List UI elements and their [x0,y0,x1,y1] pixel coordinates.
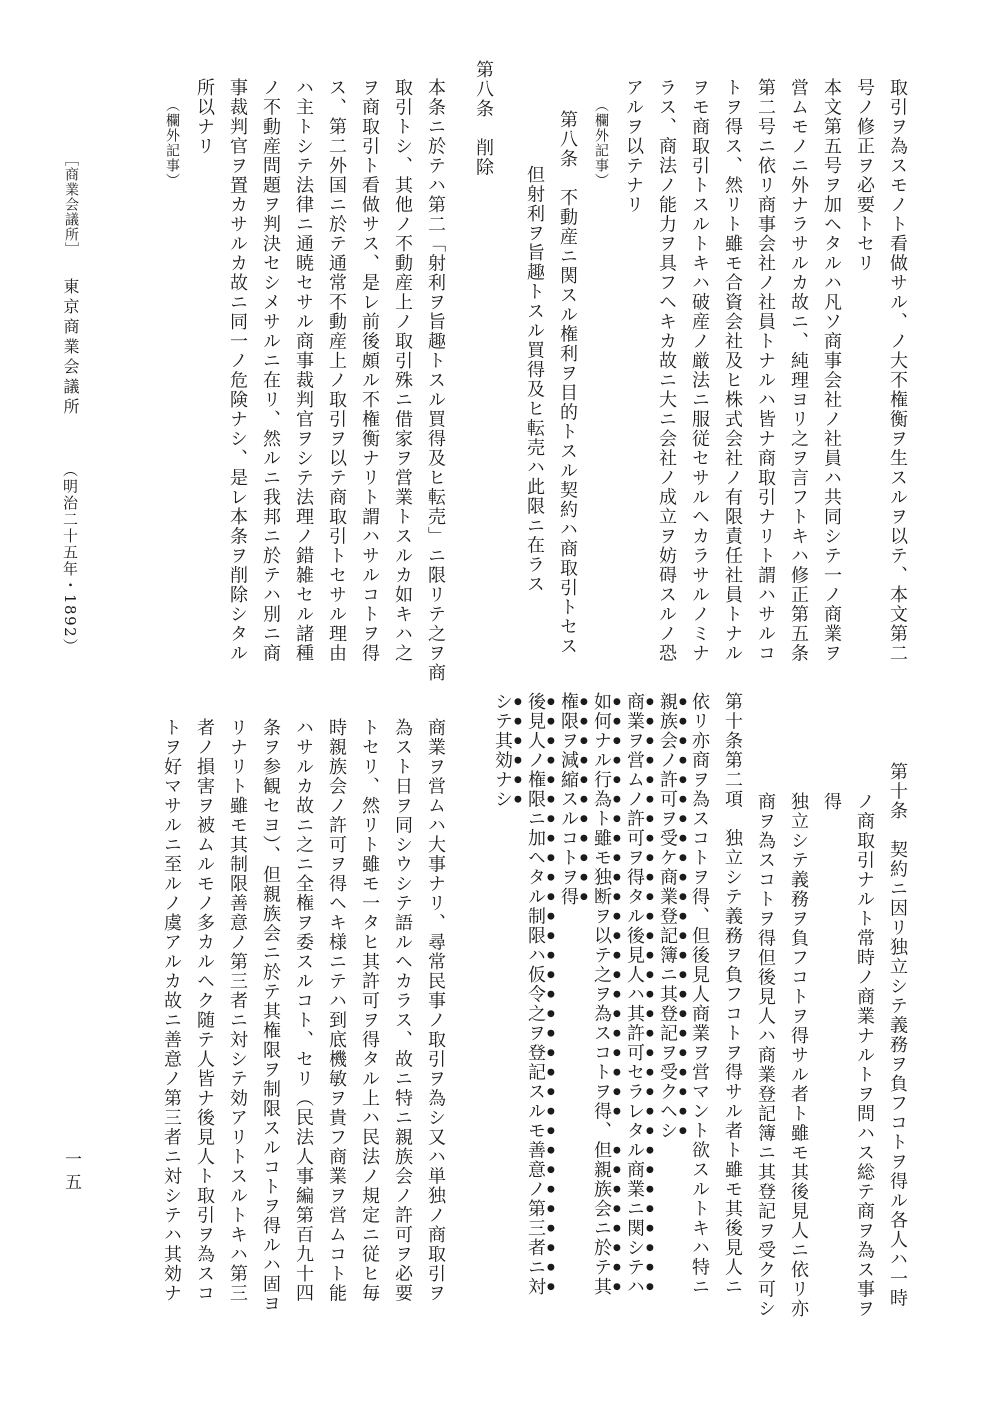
text-column: 後見人ノ権限ニ加ヘタル制限ハ仮令之ヲ登記スルモ善意ノ第三者ニ対 [525,692,546,1297]
text-column: 商業ヲ営ムノ許可ヲ得タル後見人ハ其許可セラレタル商業ニ関シテハ [624,692,645,1297]
publisher-name: 東京商業会議所 [61,278,80,418]
article-heading: 第八条 不動産ニ関スル権利ヲ目的トスル契約ハ商取引トセス [557,110,578,656]
article-heading: 第八条 削除 [473,60,494,177]
text-column: 独立シテ義務ヲ負フコトヲ得サル者ト雖モ其後見人ニ依リ亦 [788,792,809,1319]
text-column: 第二号ニ依リ商事会社ノ社員トナルハ皆ナ商取引ナリト謂ハサルコ [755,78,776,663]
text-column: ノ不動産問題ヲ判決セシメサルニ在リ、然ルニ我邦ニ於テハ別ニ商 [260,78,281,663]
text-column: 者ノ損害ヲ被ムルモノ多カルヘク随テ人皆ナ後見人ト取引ヲ為スコ [194,718,215,1303]
text-column: 本条ニ於テハ第二「射利ヲ旨趣トスル買得及ヒ転売」ニ限リテ之ヲ商 [425,78,446,683]
article-heading: 第十条 契約ニ因リ独立シテ義務ヲ負フコトヲ得ル各人ハ一時 [887,762,908,1308]
text-column: トヲ好マサルニ至ルノ虞アルカ故ニ善意ノ第三者ニ対シテハ其効ナ [161,718,182,1303]
text-column: トセリ、然リト雖モ一タヒ其許可ヲ得タル上ハ民法ノ規定ニ従ヒ毎 [359,718,380,1303]
text-column: ハサルカ故ニ之ニ全権ヲ委スルコト、セリ（民法人事編第百九十四 [293,718,314,1303]
text-column: 営ムモノニ外ナラサルカ故ニ、純理ヨリ之ヲ言フトキハ修正第五条 [788,78,809,663]
text-column: 号ノ修正ヲ必要トセリ [854,78,875,273]
text-column: 但射利ヲ旨趣トスル買得及ヒ転売ハ此限ニ在ラス [524,165,545,594]
text-column: 親族会ノ許可ヲ受ケ商業登記簿ニ其登記ヲ受クヘシ [657,692,678,1141]
text-column: 所以ナリ [194,78,215,156]
text-column: トヲ得ス、然リト雖モ合資会社及ヒ株式会社ノ有限責任社員トナル [722,78,743,663]
text-column: 為スト日ヲ同シウシテ語ルヘカラス、故ニ特ニ親族会ノ許可ヲ必要 [392,718,413,1303]
text-column: 事裁判官ヲ置カサルカ故ニ同一ノ危険ナシ、是レ本条ヲ削除シタル [227,78,248,663]
text-column: 権限ヲ減縮スルコトヲ得 [558,692,579,907]
text-column: 取引ヲ為スモノト看做サル、ノ大不権衡ヲ生スルヲ以テ、本文第二 [887,78,908,663]
text-column: ヲ商取引ト看做サス、是レ前後頗ル不権衡ナリト謂ハサルコトヲ得 [359,78,380,663]
text-column: 如何ナル行為ト雖モ独断ヲ以テ之ヲ為スコトヲ得、但親族会ニ於テ其 [591,692,612,1297]
article-heading: 第十条第二項 独立シテ義務ヲ負フコトヲ得サル者ト雖モ其後見人ニ [722,692,743,1297]
text-column: 取引トシ、其他ノ不動産上ノ取引殊ニ借家ヲ営業トスルカ如キハ之 [392,78,413,663]
margin-note-label: （欄外記事） [164,98,180,188]
text-column: シテ其効ナシ [492,692,513,809]
text-column: ヲモ商取引トスルトキハ破産ノ厳法ニ服従セサルヘカラサルノミナ [689,78,710,663]
text-column: ノ商取引ナルト常時ノ商業ナルトヲ問ハス総テ商ヲ為ス事ヲ [854,792,875,1319]
text-column: 商ヲ為スコトヲ得但後見人ハ商業登記簿ニ其登記ヲ受ク可シ [755,792,776,1319]
text-column: 商業ヲ営ムハ大事ナリ、尋常民事ノ取引ヲ為シ又ハ単独ノ商取引ヲ [425,718,446,1303]
publication-date: （明治二十五年・1892） [61,462,79,655]
text-column: 得 [821,792,842,812]
text-column: アルヲ以テナリ [623,78,644,215]
text-column: 依リ亦商ヲ為スコトヲ得、但後見人商業ヲ営マント欲スルトキハ特ニ [689,692,710,1297]
source-label: ［商業会議所］ [63,152,79,257]
text-column: リナリト雖モ其制限善意ノ第三者ニ対シテ効アリトスルトキハ第三 [227,718,248,1303]
text-column: ス、第二外国ニ於テ通常不動産上ノ取引ヲ以テ商取引トセサル理由 [326,78,347,663]
text-column: 条ヲ参観セヨ）、但親族会ニ於テ其権限ヲ制限スルコトヲ得ルハ固ヨ [260,718,281,1314]
page-number: 一五 [61,1150,81,1196]
margin-note-label: （欄外記事） [593,98,609,188]
text-column: ハ主トシテ法律ニ通暁セサル商事裁判官ヲシテ法理ノ錯雑セル諸種 [293,78,314,663]
text-column: 本文第五号ヲ加ヘタルハ凡ソ商事会社ノ社員ハ共同シテ一ノ商業ヲ [821,78,842,663]
text-column: 時親族会ノ許可ヲ得ヘキ様ニテハ到底機敏ヲ貴フ商業ヲ営ムコト能 [326,718,347,1303]
text-column: ラス、商法ノ能力ヲ具フヘキカ故ニ大ニ会社ノ成立ヲ妨碍スルノ恐 [656,78,677,663]
